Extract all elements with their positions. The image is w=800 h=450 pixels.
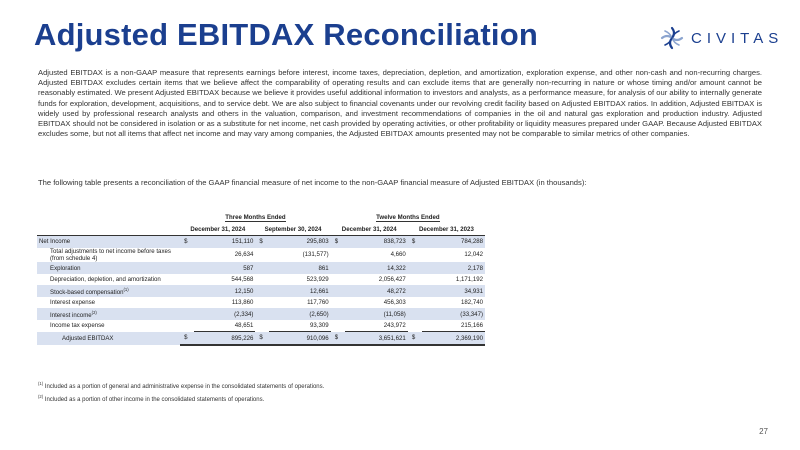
cell-value: (131,577) — [302, 251, 329, 259]
cell-value: 34,931 — [422, 285, 485, 297]
currency-symbol: $ — [255, 236, 269, 248]
table-row — [37, 262, 485, 274]
cell-value: 838,723 — [345, 236, 408, 248]
cell-value: 117,760 — [307, 299, 329, 307]
row-label: Depreciation, depletion, and amortization — [50, 276, 161, 284]
cell-value: 12,150 — [194, 285, 255, 297]
table-row — [37, 236, 485, 248]
cell-value: 295,803 — [269, 236, 330, 248]
currency-symbol: $ — [180, 236, 194, 248]
cell-value: 587 — [194, 262, 255, 274]
cell-value: 48,272 — [345, 285, 408, 297]
footnote-marker: (1) — [123, 286, 129, 292]
total-row — [37, 332, 485, 345]
column-header: December 31, 2024 — [180, 224, 255, 236]
footnote-marker: (2) — [91, 309, 97, 315]
cell-value: 48,651 — [194, 320, 255, 332]
column-header: September 30, 2024 — [255, 224, 330, 236]
civitas-star-logo-icon — [660, 26, 684, 50]
cell-value: 93,309 — [269, 320, 330, 332]
row-label: Stock-based compensation — [50, 288, 124, 296]
logo-text: CIVITAS — [691, 29, 784, 47]
footnote — [38, 394, 264, 403]
currency-symbol: $ — [408, 332, 422, 345]
cell-value: 215,166 — [422, 320, 485, 332]
cell-value: 2,056,427 — [378, 276, 406, 284]
table-row — [37, 320, 485, 332]
cell-value: 784,288 — [422, 236, 485, 248]
cell-value: 182,740 — [460, 299, 483, 307]
reconciliation-table — [37, 212, 485, 346]
table-row — [37, 297, 485, 309]
cell-value: 14,322 — [345, 262, 408, 274]
table-lead-paragraph: The following table presents a reconciliation of the GAAP financial measure of net income to the non-GAAP financial measure of Adjusted EBITDAX (in thousands): — [38, 178, 587, 187]
total-value: 895,226 — [194, 332, 255, 345]
page-number: 27 — [759, 427, 768, 436]
currency-symbol: $ — [255, 332, 269, 345]
row-label: Exploration — [37, 262, 180, 274]
row-label: Income tax expense — [50, 322, 105, 330]
cell-value: (11,058) — [345, 308, 408, 320]
currency-symbol: $ — [408, 236, 422, 248]
footnote-mark: (1) — [38, 381, 44, 386]
footnote-mark: (2) — [38, 394, 44, 399]
currency-symbol: $ — [180, 332, 194, 345]
currency-symbol: $ — [331, 236, 345, 248]
total-value: 910,096 — [269, 332, 330, 345]
column-header: December 31, 2023 — [408, 224, 485, 236]
cell-value: (33,347) — [422, 308, 485, 320]
row-label-cell — [37, 285, 180, 297]
table-row — [37, 248, 485, 263]
group-header-three-months: Three Months Ended — [225, 214, 286, 222]
cell-value: 544,568 — [231, 276, 254, 284]
currency-symbol: $ — [331, 332, 345, 345]
cell-value: 4,660 — [390, 251, 406, 259]
row-label: Interest expense — [50, 299, 96, 307]
cell-value: 12,042 — [464, 251, 483, 259]
cell-value: 26,634 — [234, 251, 254, 259]
cell-value: (2,334) — [194, 308, 255, 320]
row-label: Total adjustments to net income before taxes (from schedule 4) — [50, 247, 171, 262]
cell-value: 113,860 — [231, 299, 254, 307]
table-row — [37, 274, 485, 286]
total-label: Adjusted EBITDAX — [37, 332, 180, 345]
cell-value: 861 — [269, 262, 330, 274]
cell-value: 2,178 — [422, 262, 485, 274]
group-header-row — [37, 212, 485, 224]
cell-value: (2,650) — [269, 308, 330, 320]
cell-value: 523,929 — [306, 276, 329, 284]
table-row — [37, 285, 485, 297]
group-header-twelve-months: Twelve Months Ended — [376, 214, 440, 222]
page-title: Adjusted EBITDAX Reconciliation — [34, 17, 538, 52]
column-header-row — [37, 224, 485, 236]
cell-value: 151,110 — [194, 236, 255, 248]
table-row — [37, 308, 485, 320]
cell-value: 1,171,192 — [455, 276, 483, 284]
column-header: December 31, 2024 — [331, 224, 408, 236]
row-label: Interest income — [50, 311, 92, 319]
footnote-text: Included as a portion of other income in the consolidated statements of operations. — [44, 397, 265, 403]
cell-value: 456,303 — [383, 299, 406, 307]
row-label-cell — [37, 308, 180, 320]
row-label: Net Income — [37, 236, 180, 248]
footnote-text: Included as a portion of general and administrative expense in the consolidated statements of operations. — [44, 384, 325, 390]
footnote — [38, 381, 324, 390]
total-value: 3,651,621 — [345, 332, 408, 345]
intro-paragraph: Adjusted EBITDAX is a non-GAAP measure that represents earnings before interest, income taxes, depreciation, depletion, and amortization, exploration expense, and other non-cash and non-recurring charges. Adjusted EBITDAX excludes certain items that we believe affect the comparability of operating results and can exclude items that are generally non-recurring in nature or whose timing and/or amount cannot be reasonably estimated. We present Adjusted EBITDAX because we believe it provides useful additional information to investors and analysts, as a performance measure, for analysis of our ability to internally generate funds for exploration, development, acquisitions, and to service debt. We are also subject to financial covenants under our revolving credit facility based on Adjusted EBITDAX ratios. In addition, Adjusted EBITDAX is widely used by professional research analysts and others in the valuation, comparison, and investment recommendations of companies in the oil and natural gas exploration and production industry. Adjusted EBITDAX should not be considered in isolation or as a substitute for net income, net cash provided by operating activities, or other profitability or liquidity measures prepared under GAAP. Because Adjusted EBITDAX excludes some, but not all items that affect net income and may vary among companies, the Adjusted EBITDAX amounts presented may not be comparable to similar metrics of other companies. — [38, 68, 762, 139]
company-logo — [660, 26, 783, 50]
cell-value: 12,661 — [269, 285, 330, 297]
total-value: 2,369,190 — [422, 332, 485, 345]
cell-value: 243,972 — [345, 320, 408, 332]
